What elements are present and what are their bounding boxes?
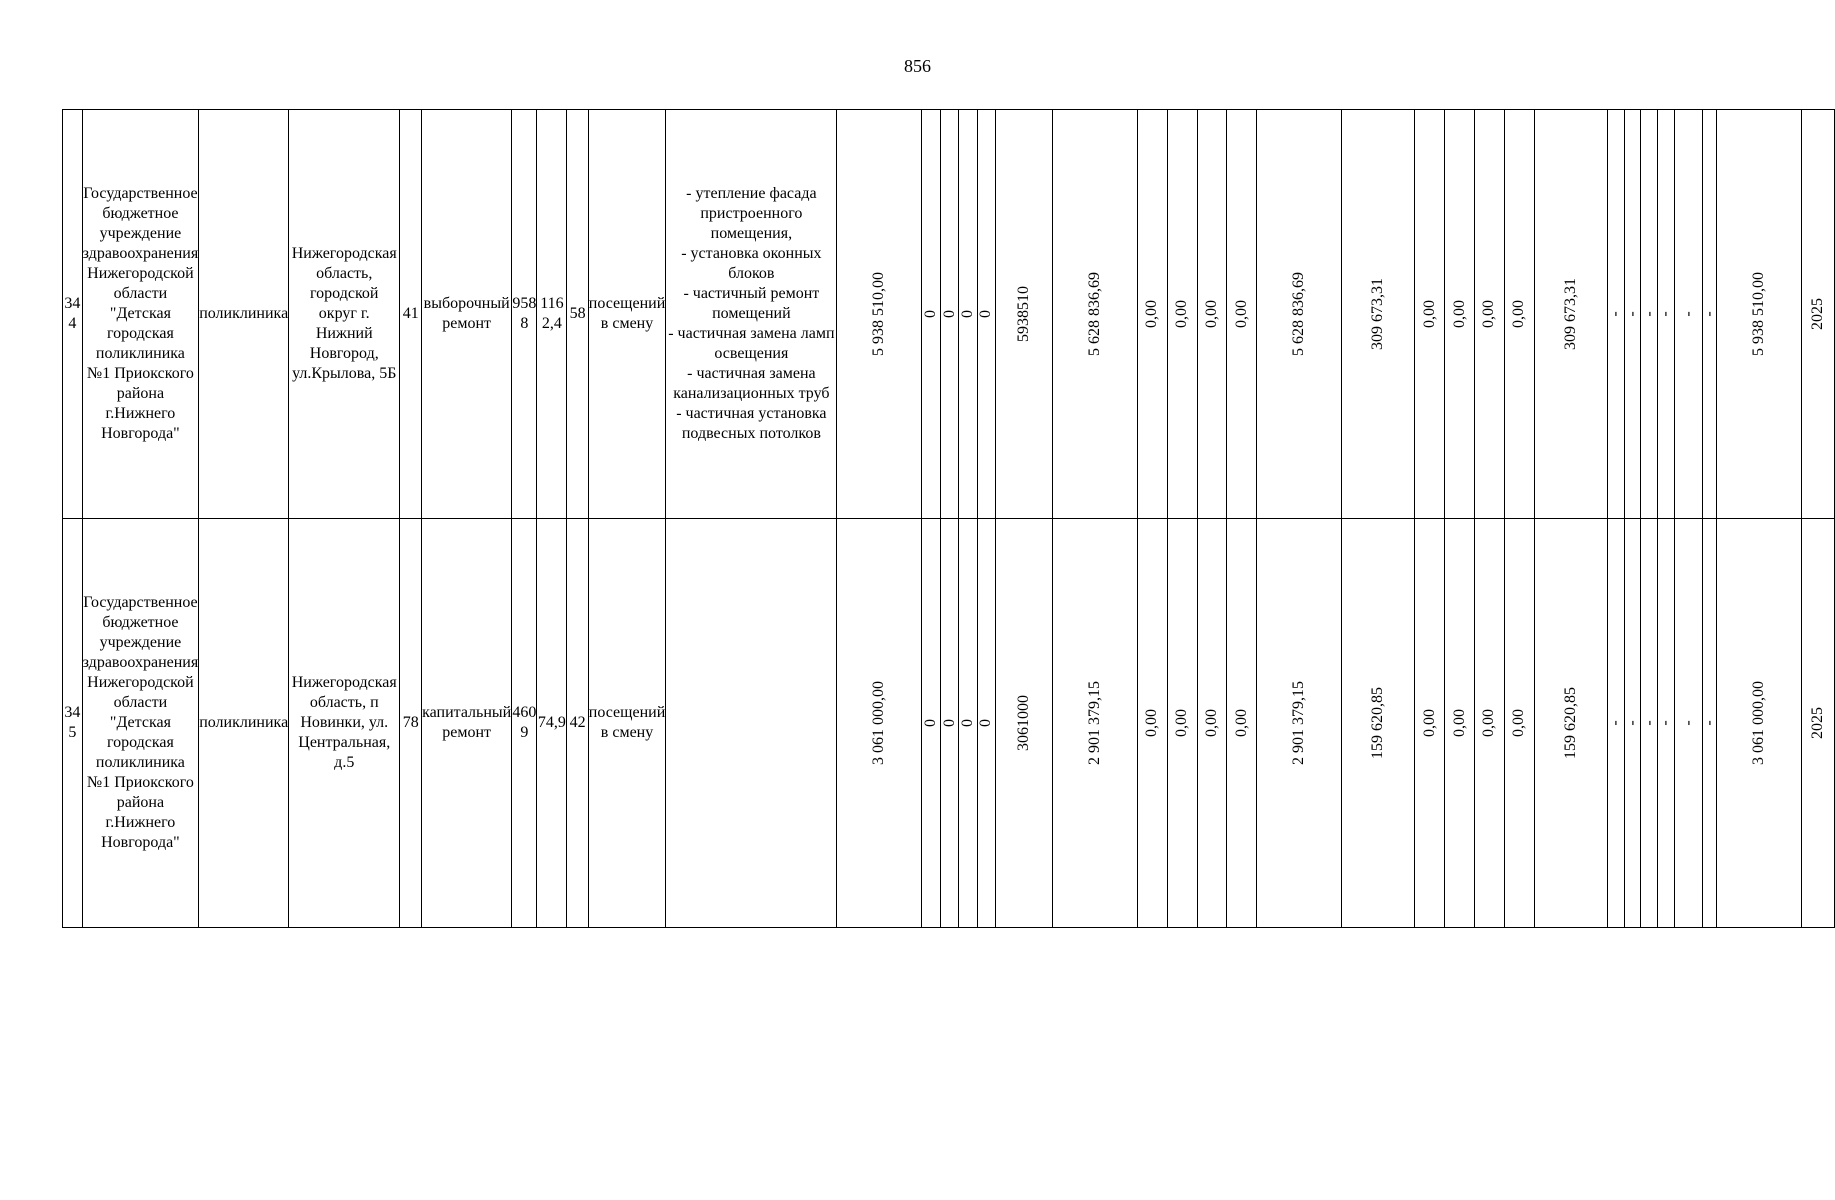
cell-value: 42: [567, 519, 588, 928]
institution-name: Государственное бюджетное учреждение здравоохранения Нижегородской области "Детская городская поликлиника №1 Приокского района г.Нижнего Новгорода": [82, 519, 199, 928]
finance-value: -: [1679, 720, 1697, 726]
finance-value: 0,00: [1480, 709, 1498, 737]
finance-value: -: [1700, 720, 1718, 726]
finance-value: 0,00: [1420, 709, 1438, 737]
finance-value: 3061000: [1014, 695, 1032, 751]
capacity-unit: посещений в смену: [588, 519, 665, 928]
finance-value: -: [1657, 311, 1675, 317]
finance-cell: [1702, 110, 1716, 519]
finance-cell: [1052, 110, 1137, 519]
finance-cell: [1197, 110, 1227, 519]
finance-value: 0,00: [1510, 300, 1528, 328]
facility-type: поликлиника: [199, 110, 289, 519]
finance-value: 5938510: [1014, 286, 1032, 342]
finance-value: 0,00: [1173, 300, 1191, 328]
cell-value: 74,9: [537, 519, 567, 928]
finance-value: 0,00: [1232, 709, 1250, 737]
finance-cell: [1504, 110, 1534, 519]
finance-cell: [1534, 110, 1607, 519]
finance-cell: [995, 110, 1052, 519]
finance-cell: [1607, 110, 1624, 519]
finance-cell: [1257, 110, 1342, 519]
finance-cell: [1716, 110, 1801, 519]
repair-type: капитальный ремонт: [422, 519, 512, 928]
finance-cell: [1474, 519, 1504, 928]
finance-cell: [922, 110, 940, 519]
finance-cell: [977, 519, 995, 928]
finance-cell: [1167, 519, 1197, 928]
finance-value: 0: [958, 719, 976, 727]
cell-value: 78: [400, 519, 422, 928]
finance-value: 3 061 000,00: [870, 681, 888, 765]
finance-cell: [1445, 110, 1475, 519]
finance-cell: [1624, 519, 1641, 928]
table-row: [63, 519, 1835, 928]
cell-value: 4609: [512, 519, 537, 928]
finance-value: 0: [922, 310, 940, 318]
row-number: 344: [63, 110, 83, 519]
finance-value: 0,00: [1420, 300, 1438, 328]
finance-value: 2 901 379,15: [1085, 681, 1103, 765]
finance-cell: [1474, 110, 1504, 519]
finance-value: 0,00: [1203, 300, 1221, 328]
capacity-unit: посещений в смену: [588, 110, 665, 519]
finance-cell: [837, 519, 922, 928]
repair-table: [62, 109, 1835, 928]
finance-value: 0: [977, 310, 995, 318]
finance-value: 2 901 379,15: [1290, 681, 1308, 765]
finance-cell: [1197, 519, 1227, 928]
finance-value: 0: [922, 719, 940, 727]
finance-value: -: [1623, 311, 1641, 317]
finance-cell: [837, 110, 922, 519]
finance-value: 159 620,85: [1561, 687, 1579, 759]
finance-value: -: [1640, 311, 1658, 317]
finance-cell: [1658, 110, 1675, 519]
finance-cell: [1137, 519, 1167, 928]
completion-year: 2025: [1808, 298, 1826, 330]
finance-cell: [1624, 110, 1641, 519]
facility-address: Нижегородская область, п Новинки, ул. Центральная, д.5: [289, 519, 400, 928]
finance-cell: [1137, 110, 1167, 519]
finance-value: 0,00: [1173, 709, 1191, 737]
finance-cell: [1674, 110, 1702, 519]
finance-value: 0: [940, 719, 958, 727]
finance-value: 0,00: [1510, 709, 1528, 737]
finance-value: 3 061 000,00: [1749, 681, 1767, 765]
finance-value: 0,00: [1232, 300, 1250, 328]
facility-address: Нижегородская область, городской округ г. Нижний Новгород, ул.Крылова, 5Б: [289, 110, 400, 519]
finance-value: -: [1606, 720, 1624, 726]
cell-value: 58: [567, 110, 588, 519]
finance-value: 5 938 510,00: [870, 272, 888, 356]
table-row: [63, 110, 1835, 519]
finance-value: 0,00: [1203, 709, 1221, 737]
row-number: 345: [63, 519, 83, 928]
finance-cell: [1658, 519, 1675, 928]
finance-cell: [1716, 519, 1801, 928]
finance-value: -: [1623, 720, 1641, 726]
finance-value: 159 620,85: [1369, 687, 1387, 759]
finance-cell: [1607, 519, 1624, 928]
finance-value: -: [1679, 311, 1697, 317]
finance-value: -: [1657, 720, 1675, 726]
finance-cell: [1167, 110, 1197, 519]
finance-cell: [977, 110, 995, 519]
works-list: [666, 519, 837, 928]
finance-value: 5 628 836,69: [1290, 272, 1308, 356]
year-cell: [1801, 110, 1834, 519]
finance-cell: [959, 519, 977, 928]
finance-value: 0: [958, 310, 976, 318]
finance-value: 5 628 836,69: [1085, 272, 1103, 356]
cell-value: 9588: [512, 110, 537, 519]
finance-cell: [1674, 519, 1702, 928]
finance-cell: [1227, 519, 1257, 928]
finance-cell: [1052, 519, 1137, 928]
finance-value: -: [1640, 720, 1658, 726]
finance-value: 0,00: [1143, 709, 1161, 737]
finance-value: -: [1700, 311, 1718, 317]
institution-name: Государственное бюджетное учреждение здравоохранения Нижегородской области "Детская городская поликлиника №1 Приокского района г.Нижнего Новгорода": [82, 110, 199, 519]
finance-value: -: [1606, 311, 1624, 317]
finance-cell: [1504, 519, 1534, 928]
finance-cell: [1415, 110, 1445, 519]
finance-value: 309 673,31: [1561, 278, 1579, 350]
finance-value: 0,00: [1480, 300, 1498, 328]
finance-value: 0: [940, 310, 958, 318]
finance-cell: [959, 110, 977, 519]
finance-cell: [940, 519, 958, 928]
cell-value: 41: [400, 110, 422, 519]
finance-value: 0,00: [1450, 300, 1468, 328]
works-list: - утепление фасада пристроенного помещения, - установка оконных блоков - частичный ремонт помещений - частичная замена ламп освещения - частичная замена канализационных труб - частичная установка подвесных потолков: [666, 110, 837, 519]
finance-cell: [1534, 519, 1607, 928]
finance-cell: [1257, 519, 1342, 928]
finance-cell: [1227, 110, 1257, 519]
finance-cell: [922, 519, 940, 928]
finance-value: 0,00: [1143, 300, 1161, 328]
repair-type: выборочный ремонт: [422, 110, 512, 519]
finance-cell: [940, 110, 958, 519]
cell-value: 1162,4: [537, 110, 567, 519]
finance-value: 5 938 510,00: [1749, 272, 1767, 356]
facility-type: поликлиника: [199, 519, 289, 928]
finance-value: 0: [977, 719, 995, 727]
completion-year: 2025: [1808, 707, 1826, 739]
finance-cell: [1342, 519, 1415, 928]
page-number: 856: [904, 56, 931, 76]
finance-cell: [1342, 110, 1415, 519]
finance-value: 0,00: [1450, 709, 1468, 737]
finance-cell: [995, 519, 1052, 928]
finance-value: 309 673,31: [1369, 278, 1387, 350]
finance-cell: [1702, 519, 1716, 928]
finance-cell: [1445, 519, 1475, 928]
finance-cell: [1415, 519, 1445, 928]
year-cell: [1801, 519, 1834, 928]
